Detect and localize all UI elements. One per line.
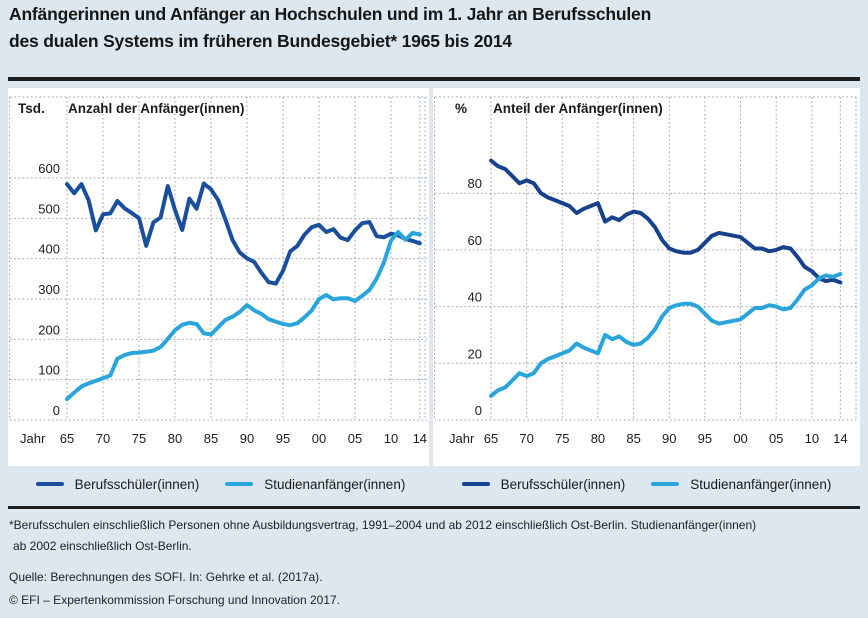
figure-footnotes [9, 512, 855, 612]
anzahl-line-chart [8, 88, 429, 466]
y-tick-label: 300 [38, 282, 60, 298]
figure-title [9, 1, 651, 56]
x-tick-label: 05 [347, 431, 363, 446]
berufsschueler-line-swatch [462, 482, 490, 486]
bottom-divider-rule [8, 506, 860, 509]
studienanfaenger-line-swatch [651, 482, 679, 486]
x-tick-label: 95 [275, 431, 291, 446]
x-tick-label: 10 [804, 431, 820, 446]
x-tick-label: 80 [590, 431, 606, 446]
x-tick-label: 05 [768, 431, 784, 446]
x-tick-label: 75 [131, 431, 147, 446]
figure-title-line2: des dualen Systems im früheren Bundesgebiet* 1965 bis 2014 [9, 31, 512, 52]
y-tick-label: 0 [474, 403, 482, 418]
legend-anzahl [8, 468, 433, 500]
top-divider-rule [8, 77, 860, 81]
chart-panels [8, 88, 860, 466]
y-tick-label: 400 [38, 241, 60, 257]
y-tick-label: 200 [38, 322, 60, 338]
x-tick-label: 90 [239, 431, 255, 446]
x-tick-label: 00 [311, 431, 327, 446]
y-axis-unit-right: % [455, 101, 468, 116]
x-tick-label: 95 [697, 431, 713, 446]
x-tick-label: 65 [483, 431, 499, 446]
x-tick-label: 80 [167, 431, 183, 446]
x-axis-label: Jahr [20, 431, 46, 446]
x-tick-label: 70 [519, 431, 534, 446]
chart-subtitle-left: Anzahl der Anfänger(innen) [68, 101, 245, 116]
y-tick-label: 80 [467, 176, 482, 192]
y-tick-label: 600 [38, 161, 60, 177]
x-tick-label: 00 [733, 431, 748, 446]
gridlines [10, 97, 428, 420]
anteil-line-chart [433, 88, 860, 466]
x-tick-label: 65 [59, 431, 75, 446]
source-line: Quelle: Berechnungen des SOFI. In: Gehrke et al. (2017a). [9, 570, 323, 584]
y-tick-label: 40 [467, 289, 482, 305]
x-tick-label: 85 [626, 431, 641, 446]
y-axis-unit-left: Tsd. [18, 101, 45, 116]
berufsschueler-series-line [67, 184, 420, 284]
legend-label-berufsschueler: Berufsschüler(innen) [500, 476, 626, 492]
x-tick-label: 70 [95, 431, 111, 446]
legend-anteil [433, 468, 860, 500]
legend-label-studienanfaenger: Studienanfänger(innen) [690, 476, 832, 492]
studienanfaenger-series-line [491, 274, 840, 396]
legends-row [8, 468, 860, 500]
footnote-line1: *Berufsschulen einschließlich Personen ohne Ausbildungsvertrag, 1991–2004 und ab 2012 einschließlich Ost-Berlin. Studienanfänger(innen) [9, 518, 757, 532]
axis-labels [20, 161, 427, 446]
legend-label-berufsschueler: Berufsschüler(innen) [74, 476, 200, 492]
x-tick-label: 10 [383, 431, 399, 446]
x-tick-label: 85 [203, 431, 219, 446]
gridlines [435, 97, 859, 420]
legend-label-studienanfaenger: Studienanfänger(innen) [264, 476, 406, 492]
copyright-line: © EFI – Expertenkommission Forschung und Innovation 2017. [9, 592, 341, 607]
panel-anzahl [8, 88, 429, 466]
y-tick-label: 100 [38, 362, 60, 378]
y-tick-label: 20 [467, 346, 482, 362]
x-axis-label: Jahr [449, 431, 475, 446]
berufsschueler-series-line [491, 161, 840, 283]
x-tick-label: 90 [662, 431, 677, 446]
x-tick-label: 75 [555, 431, 570, 446]
figure-title-line1: Anfängerinnen und Anfänger an Hochschulen und im 1. Jahr an Berufsschulen [9, 4, 652, 24]
x-tick-label: 14 [833, 431, 848, 446]
y-tick-label: 60 [467, 232, 482, 248]
chart-subtitle-right: Anteil der Anfänger(innen) [493, 101, 663, 116]
y-tick-label: 0 [52, 403, 60, 418]
y-tick-label: 500 [38, 201, 60, 217]
studienanfaenger-line-swatch [225, 482, 253, 486]
footnote-line2: ab 2002 einschließlich Ost-Berlin. [13, 539, 192, 553]
x-tick-label: 14 [412, 431, 428, 446]
panel-anteil [433, 88, 860, 466]
berufsschueler-line-swatch [36, 482, 64, 486]
